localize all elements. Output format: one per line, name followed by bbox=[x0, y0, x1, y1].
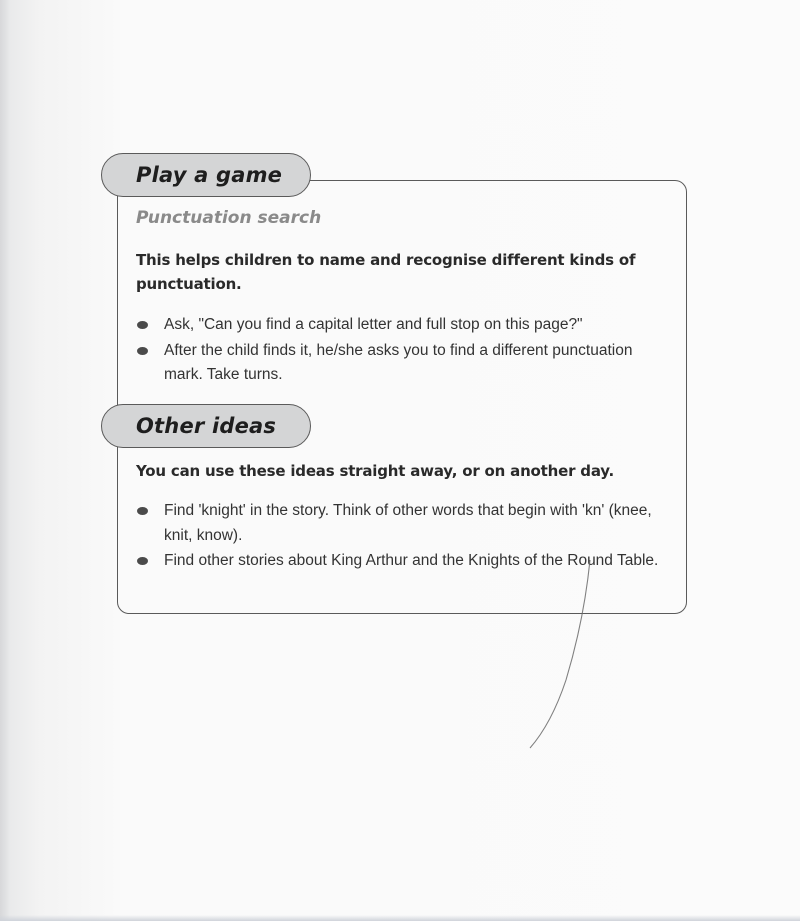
other-ideas-bullet-list bbox=[136, 499, 671, 575]
bullet-icon bbox=[137, 347, 148, 355]
bullet-text: Find other stories about King Arthur and the Knights of the Round Table. bbox=[164, 552, 659, 569]
punctuation-search-heading: Punctuation search bbox=[136, 208, 322, 228]
play-game-intro: This helps children to name and recognise different kinds of punctuation. bbox=[136, 251, 636, 293]
bullet-icon bbox=[137, 557, 148, 565]
play-a-game-tab bbox=[101, 153, 311, 197]
other-ideas-title: Other ideas bbox=[136, 414, 277, 438]
page-spine-shadow bbox=[0, 0, 10, 921]
list-item bbox=[136, 499, 671, 548]
other-ideas-tab bbox=[101, 404, 311, 448]
play-a-game-title: Play a game bbox=[136, 163, 283, 187]
list-item bbox=[136, 339, 671, 388]
bullet-text: After the child finds it, he/she asks you to find a different punctuation mark. Take turns. bbox=[164, 341, 633, 383]
play-game-bullet-list bbox=[136, 313, 671, 389]
page-bottom-edge bbox=[0, 915, 800, 921]
bullet-icon bbox=[137, 507, 148, 515]
bullet-text: Ask, "Can you find a capital letter and full stop on this page?" bbox=[164, 316, 583, 333]
bullet-icon bbox=[137, 321, 148, 329]
list-item bbox=[136, 549, 671, 574]
bullet-text: Find 'knight' in the story. Think of other words that begin with 'kn' (knee, knit, know). bbox=[164, 502, 652, 544]
other-ideas-intro: You can use these ideas straight away, or on another day. bbox=[136, 462, 614, 480]
list-item bbox=[136, 313, 671, 338]
